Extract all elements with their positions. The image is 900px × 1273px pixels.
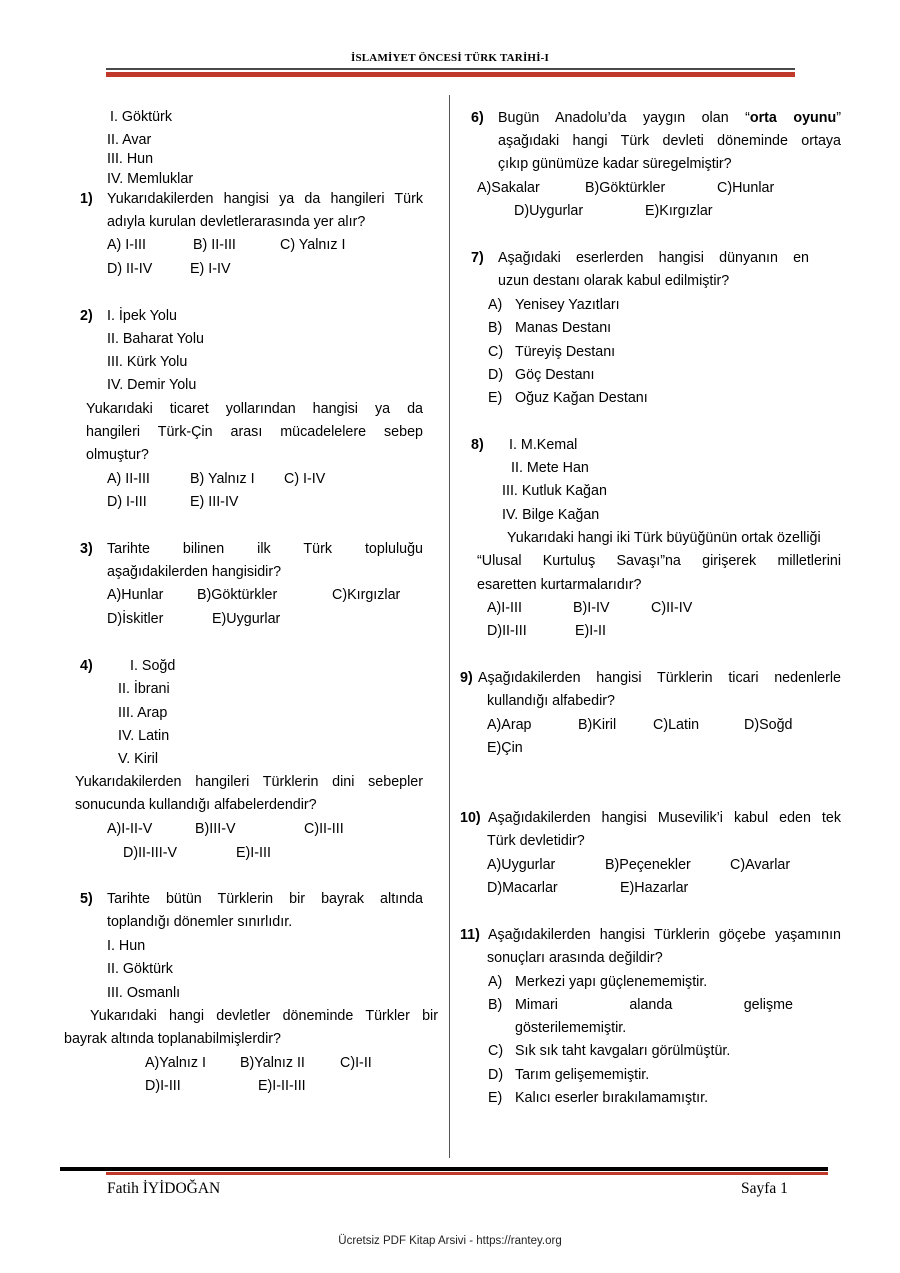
list-item: III. Kutluk Kağan xyxy=(502,483,607,499)
question-text: Aşağıdakilerden hangisi Türklerin ticari nedenlerle xyxy=(478,670,841,686)
option: E)Hazarlar xyxy=(620,880,689,896)
option: Oğuz Kağan Destanı xyxy=(515,390,648,406)
option: D)Macarlar xyxy=(487,880,558,896)
question-text: Aşağıdaki eserlerden hangisi dünyanın en xyxy=(498,250,809,266)
question-text: Yukarıdaki hangi devletler döneminde Türkler bir xyxy=(90,1008,438,1024)
option: B)Göktürkler xyxy=(585,180,666,196)
column-divider xyxy=(449,95,450,1158)
list-item: I. Göktürk xyxy=(110,109,172,125)
list-item: I. Hun xyxy=(107,938,146,954)
question-text: adıyla kurulan devletlerarasında yer alır? xyxy=(107,214,366,230)
option-letter: A) xyxy=(488,974,503,990)
footer-author: Fatih İYİDOĞAN xyxy=(107,1180,221,1197)
option: A)Arap xyxy=(487,717,532,733)
question-number: 10) xyxy=(460,810,481,826)
question-text: sonuçları arasında değildir? xyxy=(487,950,663,966)
option-letter: E) xyxy=(488,390,503,406)
option: E)I-II-III xyxy=(258,1078,306,1094)
list-item: IV. Bilge Kağan xyxy=(502,507,600,523)
footer-page-number: Sayfa 1 xyxy=(741,1180,788,1197)
option: B) Yalnız I xyxy=(190,471,255,487)
option: E)Çin xyxy=(487,740,523,756)
option: A)I-II-V xyxy=(107,821,153,837)
question-text: olmuştur? xyxy=(86,447,149,463)
option: D)II-III xyxy=(487,623,527,639)
option: D)Soğd xyxy=(744,717,793,733)
option: E)I-III xyxy=(236,845,271,861)
option: D)I-III xyxy=(145,1078,181,1094)
list-item: II. Göktürk xyxy=(107,961,173,977)
question-text: toplandığı dönemler sınırlıdır. xyxy=(107,914,293,930)
list-item: III. Osmanlı xyxy=(107,985,181,1001)
question-number: 6) xyxy=(471,110,484,126)
option-letter: B) xyxy=(488,997,503,1013)
question-text: çıkıp günümüze kadar süregelmiştir? xyxy=(498,156,732,172)
option-letter: E) xyxy=(488,1090,503,1106)
option: Kalıcı eserler bırakılamamıştır. xyxy=(515,1090,709,1106)
list-item: II. Avar xyxy=(107,132,152,148)
option: C)Kırgızlar xyxy=(332,587,401,603)
page-header-title: İSLAMİYET ÖNCESİ TÜRK TARİHİ-I xyxy=(350,52,550,64)
option: E)Kırgızlar xyxy=(645,203,713,219)
option: C) I-IV xyxy=(284,471,326,487)
option: D)İskitler xyxy=(107,611,164,627)
watermark-text: Ücretsiz PDF Kitap Arsivi - https://rantey.org xyxy=(338,1235,562,1247)
list-item: II. Baharat Yolu xyxy=(107,331,204,347)
list-item: II. İbrani xyxy=(118,681,170,697)
question-number: 9) xyxy=(460,670,473,686)
option: B)III-V xyxy=(195,821,236,837)
option: C)Avarlar xyxy=(730,857,791,873)
option-letter: C) xyxy=(488,344,504,360)
question-number: 11) xyxy=(460,927,480,943)
option-letter: A) xyxy=(488,297,503,313)
list-item: I. İpek Yolu xyxy=(107,308,177,324)
option: E) III-IV xyxy=(190,494,239,510)
question-text: esaretten kurtarmalarıdır? xyxy=(477,577,642,593)
option: Yenisey Yazıtları xyxy=(515,297,620,313)
option: D) I-III xyxy=(107,494,147,510)
option: E) I-IV xyxy=(190,261,231,277)
question-text: Yukarıdakilerden hangileri Türklerin dini sebepler xyxy=(75,774,423,790)
header-rule-accent xyxy=(106,72,795,77)
option: Mimari alanda gelişme xyxy=(515,997,793,1013)
list-item: III. Kürk Yolu xyxy=(107,354,188,370)
option-letter: D) xyxy=(488,1067,504,1083)
option: A) I-III xyxy=(107,237,146,253)
question-text: sonucunda kullandığı alfabelerdendir? xyxy=(75,797,317,813)
question-text: Türk devletidir? xyxy=(487,833,585,849)
question-text: Yukarıdaki hangi iki Türk büyüğünün ortak özelliği xyxy=(507,530,821,546)
option: C)Hunlar xyxy=(717,180,775,196)
question-text: aşağıdakilerden hangisidir? xyxy=(107,564,282,580)
option: Göç Destanı xyxy=(515,367,595,383)
question-text: aşağıdaki hangi Türk devleti döneminde ortaya xyxy=(498,133,841,149)
option: Manas Destanı xyxy=(515,320,612,336)
question-text: Yukarıdaki ticaret yollarından hangisi ya da xyxy=(86,401,423,417)
question-number: 3) xyxy=(80,541,93,557)
list-item: III. Hun xyxy=(107,151,154,167)
list-item: III. Arap xyxy=(118,705,168,721)
option: Merkezi yapı güçlenememiştir. xyxy=(515,974,708,990)
option: D)Uygurlar xyxy=(514,203,584,219)
option: Tarım gelişememiştir. xyxy=(515,1067,650,1083)
question-text: hangileri Türk-Çin arası mücadelelere sebep xyxy=(86,424,423,440)
question-number: 5) xyxy=(80,891,93,907)
footer-rule-accent xyxy=(106,1172,828,1175)
option: Türeyiş Destanı xyxy=(515,344,616,360)
option: B)Göktürkler xyxy=(197,587,278,603)
option-continuation: gösterilememiştir. xyxy=(515,1020,627,1036)
option-letter: C) xyxy=(488,1043,504,1059)
question-text: uzun destanı olarak kabul edilmiştir? xyxy=(498,273,730,289)
question-text: Yukarıdakilerden hangisi ya da hangileri Türk xyxy=(107,191,423,207)
question-text: “Ulusal Kurtuluş Savaşı”na girişerek milletlerini xyxy=(477,553,841,569)
option: A)Yalnız I xyxy=(145,1055,206,1071)
option: B) II-III xyxy=(193,237,236,253)
option: C)Latin xyxy=(653,717,700,733)
question-number: 1) xyxy=(80,191,93,207)
option: C) Yalnız I xyxy=(280,237,346,253)
option-letter: D) xyxy=(488,367,504,383)
option: D) II-IV xyxy=(107,261,153,277)
list-item: I. M.Kemal xyxy=(509,437,578,453)
question-text: Tarihte bütün Türklerin bir bayrak altında xyxy=(107,891,423,907)
option: B)Kiril xyxy=(578,717,617,733)
option: A)Hunlar xyxy=(107,587,164,603)
list-item: IV. Demir Yolu xyxy=(107,377,197,393)
question-number: 4) xyxy=(80,658,93,674)
question-text: Tarihte bilinen ilk Türk topluluğu xyxy=(107,541,423,557)
question-number: 8) xyxy=(471,437,484,453)
option-letter: B) xyxy=(488,320,503,336)
option: D)II-III-V xyxy=(123,845,178,861)
option: E)Uygurlar xyxy=(212,611,281,627)
option: A)I-III xyxy=(487,600,522,616)
option: C)I-II xyxy=(340,1055,372,1071)
question-text: bayrak altında toplanabilmişlerdir? xyxy=(64,1031,281,1047)
option: B)Peçenekler xyxy=(605,857,691,873)
option: Sık sık taht kavgaları görülmüştür. xyxy=(515,1043,731,1059)
list-item: I. Soğd xyxy=(130,658,176,674)
list-item: IV. Latin xyxy=(118,728,170,744)
option: E)I-II xyxy=(575,623,606,639)
header-rule xyxy=(106,68,795,70)
list-item: II. Mete Han xyxy=(511,460,589,476)
question-number: 7) xyxy=(471,250,484,266)
question-text: Bugün Anadolu’da yaygın olan “orta oyunu” xyxy=(498,110,841,126)
footer-rule xyxy=(60,1167,828,1171)
list-item: IV. Memluklar xyxy=(107,171,194,187)
option: A)Sakalar xyxy=(477,180,540,196)
list-item: V. Kiril xyxy=(118,751,158,767)
option: B)I-IV xyxy=(573,600,610,616)
option: A) II-III xyxy=(107,471,150,487)
option: A)Uygurlar xyxy=(487,857,556,873)
question-text: Aşağıdakilerden hangisi Musevilik’i kabul eden tek xyxy=(488,810,841,826)
question-text: Aşağıdakilerden hangisi Türklerin göçebe yaşamının xyxy=(488,927,841,943)
question-text: kullandığı alfabedir? xyxy=(487,693,615,709)
option: C)II-III xyxy=(304,821,344,837)
option: B)Yalnız II xyxy=(240,1055,305,1071)
question-number: 2) xyxy=(80,308,93,324)
option: C)II-IV xyxy=(651,600,693,616)
